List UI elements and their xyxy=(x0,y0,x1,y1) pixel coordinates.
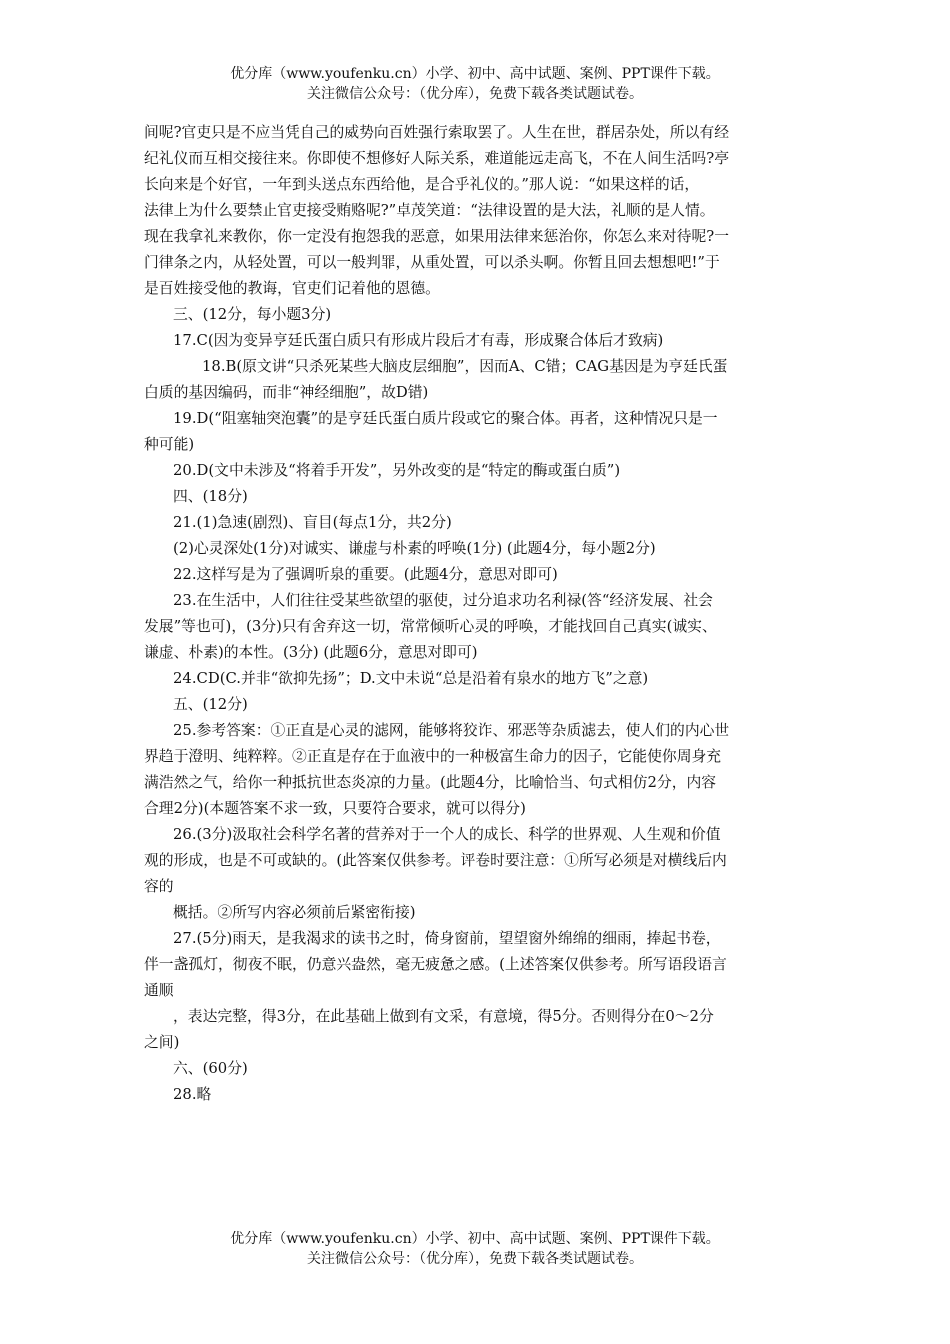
answer-line: 24.CD(C.并非“欲抑先扬”；D.文中未说“总是沿着有泉水的地方飞”之意) xyxy=(173,670,649,687)
section-heading: 三、(12分，每小题3分) xyxy=(173,306,332,323)
footer-site-line: 优分库（www.youfenku.cn）小学、初中、高中试题、案例、PPT课件下载。 xyxy=(230,1231,720,1247)
answer-line: 概括。②所写内容必须前后紧密衔接) xyxy=(173,904,416,921)
answer-line: 17.C(因为变异亨廷氏蛋白质只有形成片段后才有毒，形成聚合体后才致病) xyxy=(173,332,664,349)
answer-line: 通顺 xyxy=(144,982,174,999)
answer-line: (2)心灵深处(1分)对诚实、谦虚与朴素的呼唤(1分) (此题4分，每小题2分) xyxy=(173,540,656,557)
footer-wechat-line: 关注微信公众号：（优分库），免费下载各类试题试卷。 xyxy=(307,1251,643,1267)
answer-line: 25.参考答案：①正直是心灵的滤网，能够将狡诈、邪恶等杂质滤去，使人们的内心世 xyxy=(173,722,730,739)
answer-line: 满浩然之气，给你一种抵抗世态炎凉的力量。(此题4分，比喻恰当、句式相仿2分，内容 xyxy=(144,774,717,791)
document-body xyxy=(144,120,812,1108)
section-heading: 四、(18分) xyxy=(173,488,248,505)
answer-line: 发展”等也可)，(3分)只有舍弃这一切，常常倾听心灵的呼唤，才能找回自己真实(诚实、 xyxy=(144,618,717,635)
answer-line: ，表达完整，得3分，在此基础上做到有文采，有意境，得5分。否则得分在0～2分 xyxy=(173,1008,714,1025)
answer-line: 种可能) xyxy=(144,436,195,453)
answer-line: 白质的基因编码，而非“神经细胞”，故D错) xyxy=(144,384,429,401)
text-line: 长向来是个好官，一年到头送点东西给他，是合乎礼仪的。”那人说：“如果这样的话， xyxy=(144,176,700,193)
header-wechat-line: 关注微信公众号：（优分库），免费下载各类试题试卷。 xyxy=(307,86,643,102)
answer-line: 合理2分)(本题答案不求一致，只要符合要求，就可以得分) xyxy=(144,800,526,817)
answer-line: 22.这样写是为了强调听泉的重要。(此题4分，意思对即可) xyxy=(173,566,558,583)
answer-line: 18.B(原文讲“只杀死某些大脑皮层细胞”，因而A、C错；CAG基因是为亨廷氏蛋 xyxy=(202,358,728,375)
answer-line: 容的 xyxy=(144,878,174,895)
page-header xyxy=(0,64,950,104)
answer-line: 21.(1)急速(剧烈)、盲目(每点1分，共2分) xyxy=(173,514,452,531)
answer-line: 27.(5分)雨天，是我渴求的读书之时，倚身窗前，望望窗外绵绵的细雨，捧起书卷， xyxy=(173,930,721,947)
answer-line: 谦虚、朴素)的本性。(3分) (此题6分，意思对即可) xyxy=(144,644,478,661)
section-heading: 五、(12分) xyxy=(173,696,248,713)
text-line: 纪礼仪而互相交接往来。你即使不想修好人际关系，难道能远走高飞，不在人间生活吗?亭 xyxy=(144,150,730,167)
answer-line: 19.D(“阻塞轴突泡囊”的是亨廷氏蛋白质片段或它的聚合体。再者，这种情况只是一 xyxy=(173,410,718,427)
text-line: 现在我拿礼来教你，你一定没有抱怨我的恶意，如果用法律来惩治你，你怎么来对待呢?一 xyxy=(144,228,730,245)
text-line: 间呢?官吏只是不应当凭自己的威势向百姓强行索取罢了。人生在世，群居杂处，所以有经 xyxy=(144,124,730,141)
text-line: 是百姓接受他的教诲，官吏们记着他的恩德。 xyxy=(144,280,440,297)
text-line: 门律条之内，从轻处置，可以一般判罪，从重处置，可以杀头啊。你暂且回去想想吧!”于 xyxy=(144,254,720,271)
answer-line: 20.D(文中未涉及“将着手开发”，另外改变的是“特定的酶或蛋白质”) xyxy=(173,462,621,479)
answer-line: 23.在生活中，人们往往受某些欲望的驱使，过分追求功名利禄(答“经济发展、社会 xyxy=(173,592,713,609)
answer-line: 伴一盏孤灯，彻夜不眠，仍意兴盎然，毫无疲惫之感。(上述答案仅供参考。所写语段语言 xyxy=(144,956,727,973)
answer-line: 界趋于澄明、纯粹粹。②正直是存在于血液中的一种极富生命力的因子，它能使你周身充 xyxy=(144,748,722,765)
answer-line: 之间) xyxy=(144,1034,180,1051)
text-line: 法律上为什么要禁止官吏接受贿赂呢?”卓茂笑道：“法律设置的是大法，礼顺的是人情。 xyxy=(144,202,715,219)
page-footer xyxy=(0,1229,950,1269)
section-heading: 六、(60分) xyxy=(173,1060,248,1077)
answer-line: 28.略 xyxy=(173,1086,212,1103)
header-site-line: 优分库（www.youfenku.cn）小学、初中、高中试题、案例、PPT课件下载。 xyxy=(230,66,720,82)
answer-line: 观的形成，也是不可或缺的。(此答案仅供参考。评卷时要注意：①所写必须是对横线后内 xyxy=(144,852,727,869)
answer-line: 26.(3分)汲取社会科学名著的营养对于一个人的成长、科学的世界观、人生观和价值 xyxy=(173,826,721,843)
